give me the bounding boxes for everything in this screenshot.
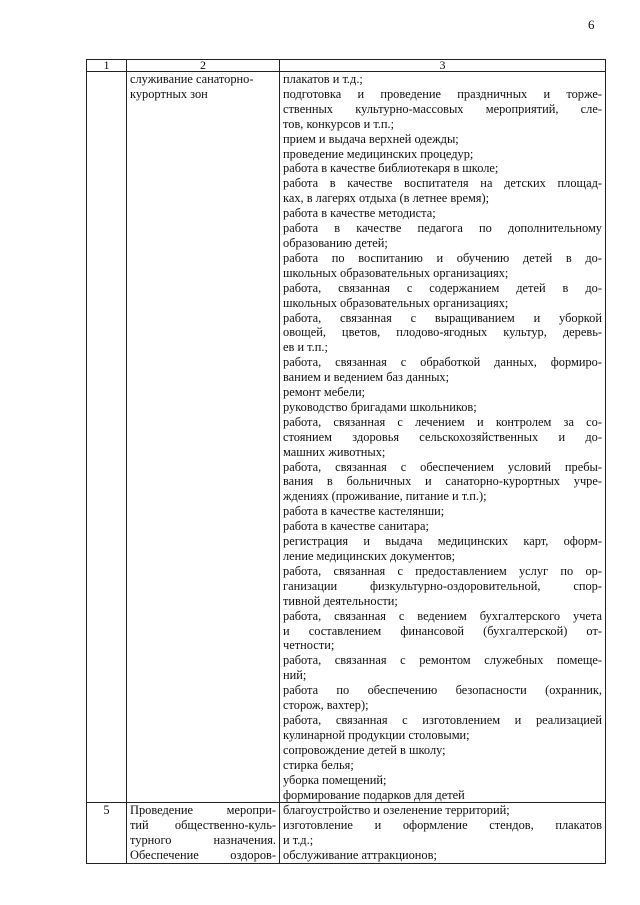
text-line: ний; bbox=[283, 668, 307, 683]
text-line: регистрация и выдача медицинских карт, оформ- bbox=[283, 534, 602, 549]
text-line: Проведение меропри- bbox=[130, 803, 276, 818]
text-line: четности; bbox=[283, 638, 335, 653]
work-types-cell bbox=[280, 803, 606, 864]
work-types-lines bbox=[283, 803, 602, 863]
text-line: работа по воспитанию и обучению детей в до- bbox=[283, 250, 602, 265]
text-line: ганизации физкультурно-оздоровительной, спор- bbox=[283, 578, 602, 593]
text-line: овощей, цветов, плодово-ягодных культур, деревь- bbox=[283, 325, 602, 340]
text-line: кулинарной продукции столовыми; bbox=[283, 727, 470, 742]
text-line: проведение медицинских процедур; bbox=[283, 146, 474, 161]
text-line: тий общественно-куль- bbox=[130, 818, 276, 833]
page-number: 6 bbox=[588, 17, 595, 32]
text-line: уборка помещений; bbox=[283, 772, 387, 787]
row-number: 5 bbox=[87, 803, 127, 864]
text-line: подготовка и проведение праздничных и торже- bbox=[283, 86, 602, 101]
text-line: работа, связанная с выращиванием и уборкой bbox=[283, 310, 602, 325]
text-line: формирование подарков для детей bbox=[283, 787, 465, 802]
text-line: турного назначения. bbox=[130, 833, 276, 848]
text-line: ремонт мебели; bbox=[283, 385, 366, 400]
work-types-lines bbox=[283, 72, 602, 802]
text-line: курортных зон bbox=[130, 86, 208, 101]
activity-type-cell bbox=[127, 803, 280, 864]
text-line: сторож, вахтер); bbox=[283, 698, 369, 713]
text-line: школьных образовательных организациях; bbox=[283, 265, 509, 280]
activity-type-lines bbox=[130, 72, 276, 102]
text-line: ванием и ведением баз данных; bbox=[283, 370, 450, 385]
text-line: ждениях (проживание, питание и т.п.); bbox=[283, 489, 487, 504]
text-line: образованию детей; bbox=[283, 235, 388, 250]
table-row bbox=[87, 72, 606, 803]
text-line: работа в качестве методиста; bbox=[283, 206, 436, 221]
text-line: работа, связанная с ремонтом служебных помеще- bbox=[283, 653, 602, 668]
text-line: работа, связанная с предоставлением услуг по ор- bbox=[283, 563, 602, 578]
text-line: вания в больничных и санаторно-курортных учре- bbox=[283, 474, 602, 489]
text-line: сопровождение детей в школу; bbox=[283, 742, 446, 757]
column-header: 2 bbox=[127, 60, 280, 72]
text-line: руководство бригадами школьников; bbox=[283, 399, 477, 414]
text-line: машних животных; bbox=[283, 444, 386, 459]
column-header: 1 bbox=[87, 60, 127, 72]
text-line: работа в качестве воспитателя на детских площад- bbox=[283, 176, 602, 191]
text-line: работа в качестве библиотекаря в школе; bbox=[283, 161, 499, 176]
text-line: плакатов и т.д.; bbox=[283, 72, 363, 86]
activity-type-lines bbox=[130, 803, 276, 863]
text-line: работа в качестве педагога по дополнительному bbox=[283, 221, 602, 236]
text-line: служивание санаторно- bbox=[130, 72, 254, 86]
table-row bbox=[87, 803, 606, 864]
text-line: работа, связанная с ведением бухгалтерского учета bbox=[283, 608, 602, 623]
text-line: прием и выдача верхней одежды; bbox=[283, 131, 459, 146]
text-line: тивной деятельности; bbox=[283, 593, 398, 608]
text-line: и составлением финансовой (бухгалтерской) от- bbox=[283, 623, 602, 638]
text-line: работа по обеспечению безопасности (охранник, bbox=[283, 683, 602, 698]
text-line: работа, связанная с изготовлением и реализацией bbox=[283, 712, 602, 727]
column-header: 3 bbox=[280, 60, 606, 72]
text-line: работа в качестве кастелянши; bbox=[283, 504, 445, 519]
text-line: работа, связанная с обработкой данных, формиро- bbox=[283, 355, 602, 370]
activities-table bbox=[86, 59, 606, 864]
activity-type-cell bbox=[127, 72, 280, 803]
row-number bbox=[87, 72, 127, 803]
text-line: тов, конкурсов и т.п.; bbox=[283, 116, 395, 131]
text-line: стирка белья; bbox=[283, 757, 354, 772]
text-line: и т.д.; bbox=[283, 833, 314, 848]
text-line: Обеспечение оздоров- bbox=[130, 848, 276, 863]
text-line: ление медицинских документов; bbox=[283, 549, 456, 563]
text-line: стоянием здоровья сельскохозяйственных и до- bbox=[283, 429, 602, 444]
text-line: ственных культурно-массовых мероприятий, сле- bbox=[283, 101, 602, 116]
text-line: работа в качестве санитара; bbox=[283, 519, 429, 534]
text-line: работа, связанная с лечением и контролем за со- bbox=[283, 414, 602, 429]
text-line: изготовление и оформление стендов, плакатов bbox=[283, 818, 602, 833]
work-types-cell bbox=[280, 72, 606, 803]
text-line: ев и т.п.; bbox=[283, 340, 328, 355]
text-line: работа, связанная с обеспечением условий пребы- bbox=[283, 459, 602, 474]
text-line: работа, связанная с содержанием детей в до- bbox=[283, 280, 602, 295]
text-line: благоустройство и озеленение территорий; bbox=[283, 803, 510, 818]
text-line: школьных образовательных организациях; bbox=[283, 295, 509, 310]
text-line: ках, в лагерях отдыха (в летнее время); bbox=[283, 191, 490, 206]
table-header-row bbox=[87, 60, 606, 72]
text-line: обслуживание аттракционов; bbox=[283, 848, 437, 863]
